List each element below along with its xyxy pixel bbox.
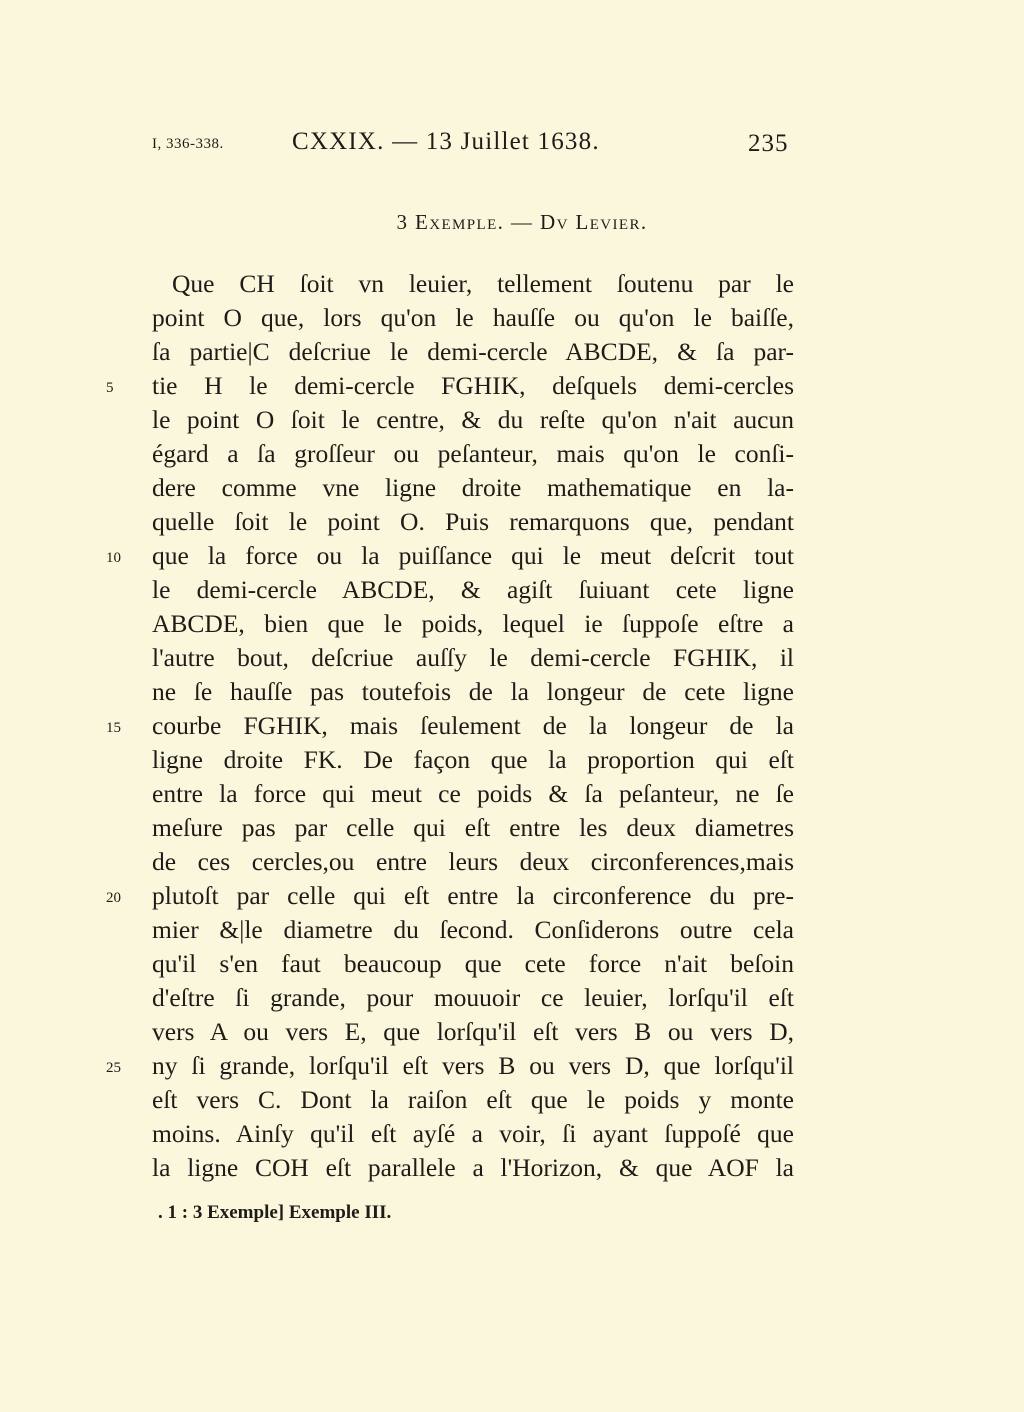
line-text: meſure pas par celle qui eſt entre les deux diametres: [152, 813, 794, 842]
line-text: Que CH ſoit vn leuier, tellement ſoutenu par le: [172, 269, 794, 298]
line-text: courbe FGHIK, mais ſeulement de la longeur de la: [152, 711, 794, 740]
line-number: 20: [106, 890, 121, 906]
text-line: [152, 811, 794, 845]
line-text: ABCDE, bien que le poids, lequel ie ſuppoſe eſtre a: [152, 609, 794, 638]
section-title: 3 Exemple. — Dv Levier.: [396, 210, 648, 234]
line-text: que la force ou la puiſſance qui le meut deſcrit tout: [152, 541, 794, 570]
line-number: 10: [106, 550, 121, 566]
line-text: le demi-cercle ABCDE, & agiſt ſuiuant cete ligne: [152, 575, 794, 604]
text-line: [152, 641, 794, 675]
line-number: 15: [106, 720, 121, 736]
line-text: la ligne COH eſt parallele a l'Horizon, & que AOF la: [152, 1153, 794, 1182]
text-line: [152, 301, 794, 335]
text-line: [152, 777, 794, 811]
text-line: [152, 437, 794, 471]
volume-reference: I, 336-338.: [152, 136, 224, 152]
text-line: [106, 1049, 794, 1083]
body-text: [106, 267, 794, 1185]
text-line: [152, 505, 794, 539]
line-text: eſt vers C. Dont la raiſon eſt que le poids y monte: [152, 1085, 794, 1114]
text-line: [152, 845, 794, 879]
line-text: ne ſe hauſſe pas toutefois de la longeur de cete ligne: [152, 677, 794, 706]
running-head: [0, 128, 1024, 164]
line-text: vers A ou vers E, que lorſqu'il eſt vers B ou vers D,: [152, 1017, 794, 1046]
line-text: d'eſtre ſi grande, pour mouuoir ce leuier, lorſqu'il eſt: [152, 983, 794, 1012]
line-text: tie H le demi-cercle FGHIK, deſquels demi-cercles: [152, 371, 794, 400]
line-number: 5: [106, 380, 114, 396]
line-text: ligne droite FK. De façon que la proportion qui eſt: [152, 745, 794, 774]
line-text: entre la force qui meut ce poids & ſa peſanteur, ne ſe: [152, 779, 794, 808]
text-line: [152, 573, 794, 607]
text-line: [152, 913, 794, 947]
line-text: quelle ſoit le point O. Puis remarquons que, pendant: [152, 507, 794, 536]
text-line: [152, 981, 794, 1015]
text-line: [152, 1117, 794, 1151]
line-text: l'autre bout, deſcriue auſſy le demi-cercle FGHIK, il: [152, 643, 794, 672]
text-line: [152, 335, 794, 369]
text-line: [152, 743, 794, 777]
line-text: ny ſi grande, lorſqu'il eſt vers B ou vers D, que lorſqu'il: [152, 1051, 794, 1080]
text-line: [152, 1151, 794, 1185]
footnote: . 1 : 3 Exemple] Exemple III.: [158, 1202, 392, 1223]
line-text: mier &|le diametre du ſecond. Conſiderons outre cela: [152, 915, 794, 944]
text-line: [152, 267, 794, 301]
text-line: [152, 947, 794, 981]
line-text: de ces cercles,ou entre leurs deux circonferences,mais: [152, 847, 794, 876]
line-text: ſa partie|C deſcriue le demi-cercle ABCDE, & ſa par-: [152, 337, 794, 366]
text-line: [152, 471, 794, 505]
line-text: le point O ſoit le centre, & du reſte qu'on n'ait aucun: [152, 405, 794, 434]
line-text: plutoſt par celle qui eſt entre la circonference du pre-: [152, 881, 794, 910]
line-text: qu'il s'en faut beaucoup que cete force n'ait beſoin: [152, 949, 794, 978]
text-line: [152, 607, 794, 641]
text-line: [152, 1015, 794, 1049]
line-text: moins. Ainſy qu'il eſt ayſé a voir, ſi ayant ſuppoſé que: [152, 1119, 794, 1148]
text-line: [106, 879, 794, 913]
letter-heading: CXXIX. — 13 Juillet 1638.: [292, 128, 600, 155]
line-text: dere comme vne ligne droite mathematique en la-: [152, 473, 794, 502]
line-text: égard a ſa groſſeur ou peſanteur, mais qu'on le conſi-: [152, 439, 794, 468]
text-line: [106, 369, 794, 403]
text-line: [106, 539, 794, 573]
text-line: [106, 709, 794, 743]
text-line: [152, 1083, 794, 1117]
text-line: [152, 403, 794, 437]
text-line: [152, 675, 794, 709]
line-number: 25: [106, 1060, 121, 1076]
line-text: point O que, lors qu'on le hauſſe ou qu'on le baiſſe,: [152, 303, 794, 332]
page-number: 235: [748, 130, 789, 157]
